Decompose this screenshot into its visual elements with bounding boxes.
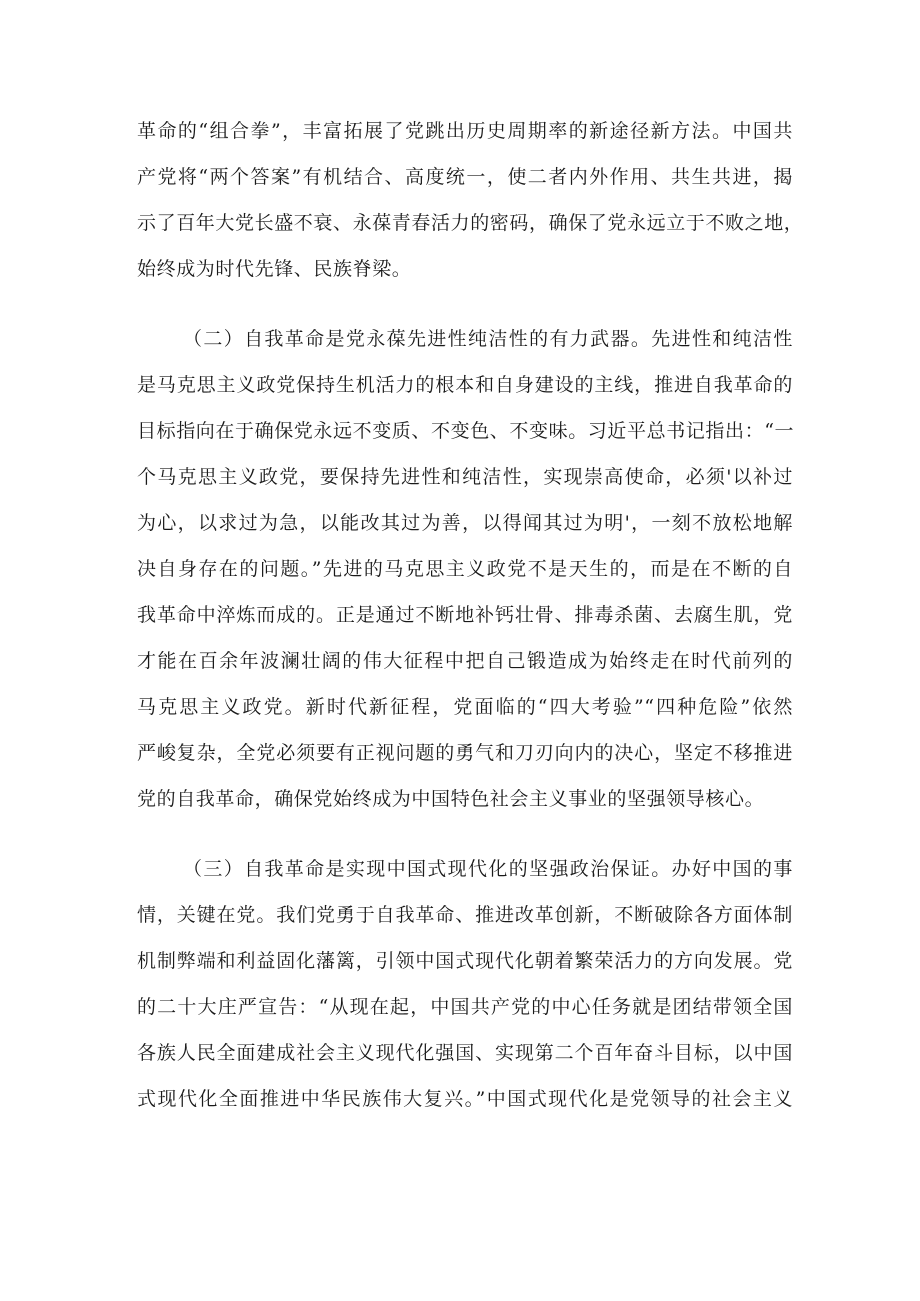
text-line: 各族人民全面建成社会主义现代化强国、实现第二个百年奋斗目标，以中国 — [137, 1042, 793, 1064]
paragraph-section-three — [137, 846, 793, 1122]
text-line: 革命的“组合拳”，丰富拓展了党跳出历史周期率的新途径新方法。中国共 — [137, 120, 793, 142]
text-line: 目标指向在于确保党永远不变质、不变色、不变味。习近平总书记指出：“一 — [137, 420, 795, 442]
text-line: 为心，以求过为急，以能改其过为善，以得闻其过为明'，一刻不放松地解 — [137, 512, 793, 534]
text-line: 马克思主义政党。新时代新征程，党面临的“四大考验”“四种危险”依然 — [137, 696, 793, 718]
text-line: 情，关键在党。我们党勇于自我革命、推进改革创新，不断破除各方面体制 — [137, 904, 793, 926]
text-line: 才能在百余年波澜壮阔的伟大征程中把自己锻造成为始终走在时代前列的 — [137, 650, 793, 672]
text-line: 示了百年大党长盛不衰、永葆青春活力的密码，确保了党永远立于不败之地， — [137, 212, 804, 234]
paragraph-section-two — [137, 316, 793, 822]
text-line: （三）自我革命是实现中国式现代化的坚强政治保证。办好中国的事 — [183, 858, 793, 880]
document-body — [137, 108, 804, 1122]
paragraph-continuation — [137, 108, 804, 292]
text-line: 个马克思主义政党，要保持先进性和纯洁性，实现崇高使命，必须'以补过 — [137, 466, 793, 488]
text-line: 决自身存在的问题。”先进的马克思主义政党不是天生的，而是在不断的自 — [137, 558, 793, 580]
text-line: 党的自我革命，确保党始终成为中国特色社会主义事业的坚强领导核心。 — [137, 788, 765, 810]
text-line: 机制弊端和利益固化藩篱，引领中国式现代化朝着繁荣活力的方向发展。党 — [137, 950, 793, 972]
text-line: 我革命中淬炼而成的。正是通过不断地补钙壮骨、排毒杀菌、去腐生肌，党 — [137, 604, 793, 626]
text-line: 产党将“两个答案”有机结合、高度统一，使二者内外作用、共生共进，揭 — [137, 166, 793, 188]
text-line: 严峻复杂，全党必须要有正视问题的勇气和刀刃向内的决心，坚定不移推进 — [137, 742, 793, 764]
text-line: 的二十大庄严宣告：“从现在起，中国共产党的中心任务就是团结带领全国 — [137, 996, 793, 1018]
text-line: 式现代化全面推进中华民族伟大复兴。”中国式现代化是党领导的社会主义 — [137, 1088, 793, 1110]
text-line: （二）自我革命是党永葆先进性纯洁性的有力武器。先进性和纯洁性 — [183, 328, 793, 350]
text-line: 始终成为时代先锋、民族脊梁。 — [137, 258, 412, 280]
text-line: 是马克思主义政党保持生机活力的根本和自身建设的主线，推进自我革命的 — [137, 374, 793, 396]
